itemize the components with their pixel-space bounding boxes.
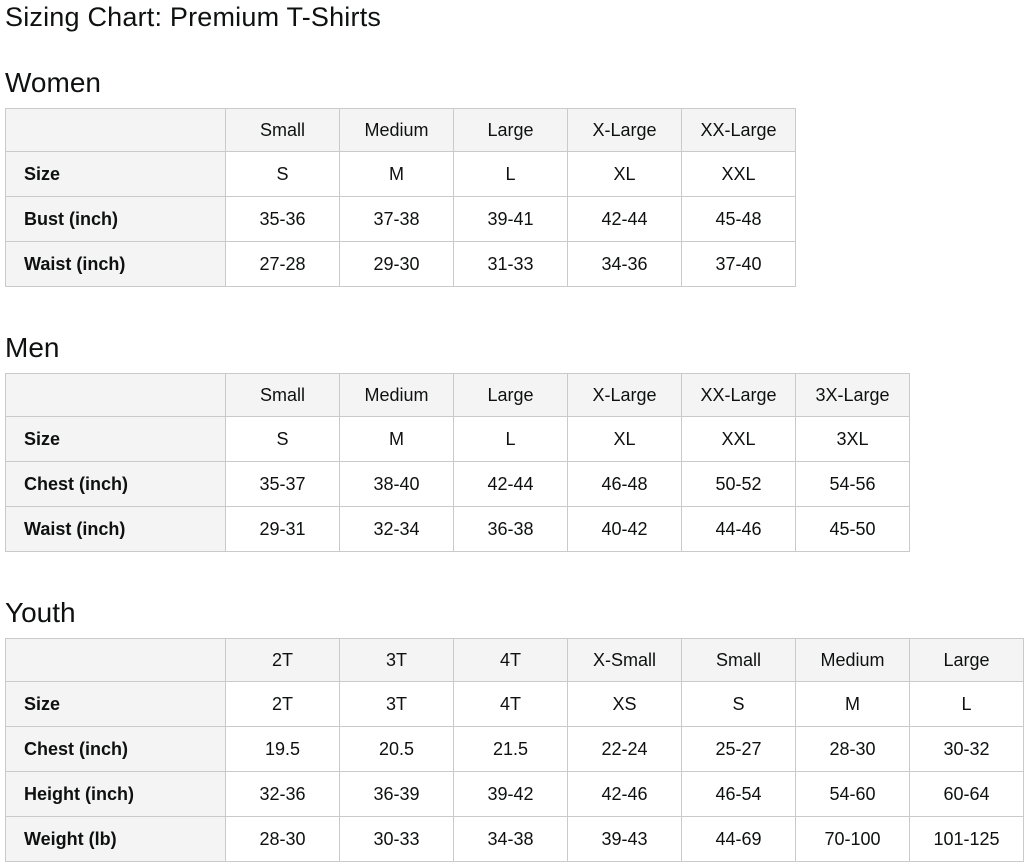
- column-header: Small: [682, 639, 796, 682]
- sizing-table: [5, 108, 796, 287]
- cell: 30-33: [340, 817, 454, 862]
- table-row: [6, 152, 796, 197]
- cell: 29-30: [340, 242, 454, 287]
- cell: 46-54: [682, 772, 796, 817]
- column-header: 3X-Large: [796, 374, 910, 417]
- cell: 28-30: [796, 727, 910, 772]
- cell: 42-46: [568, 772, 682, 817]
- table-header-row: [6, 109, 796, 152]
- table-row: [6, 462, 910, 507]
- table-body: [6, 417, 910, 552]
- cell: 34-38: [454, 817, 568, 862]
- page-title: Sizing Chart: Premium T-Shirts: [5, 2, 382, 32]
- table-row: [6, 817, 1024, 862]
- cell: 42-44: [454, 462, 568, 507]
- cell: 21.5: [454, 727, 568, 772]
- cell: S: [226, 417, 340, 462]
- row-label: Size: [6, 682, 226, 727]
- row-label: Waist (inch): [6, 242, 226, 287]
- cell: 36-38: [454, 507, 568, 552]
- column-header: Large: [454, 109, 568, 152]
- cell: 20.5: [340, 727, 454, 772]
- cell: 28-30: [226, 817, 340, 862]
- cell: 70-100: [796, 817, 910, 862]
- cell: 40-42: [568, 507, 682, 552]
- row-label: Bust (inch): [6, 197, 226, 242]
- table-row: [6, 682, 1024, 727]
- cell: 44-46: [682, 507, 796, 552]
- cell: 39-42: [454, 772, 568, 817]
- column-header: Medium: [340, 374, 454, 417]
- cell: 25-27: [682, 727, 796, 772]
- cell: XL: [568, 417, 682, 462]
- table-header-row: [6, 639, 1024, 682]
- cell: 42-44: [568, 197, 682, 242]
- table-row: [6, 197, 796, 242]
- size-section-youth: [5, 552, 1024, 862]
- cell: XS: [568, 682, 682, 727]
- cell: 31-33: [454, 242, 568, 287]
- cell: 19.5: [226, 727, 340, 772]
- table-body: [6, 152, 796, 287]
- cell: 30-32: [910, 727, 1024, 772]
- row-label: Weight (lb): [6, 817, 226, 862]
- cell: 60-64: [910, 772, 1024, 817]
- column-header: Large: [454, 374, 568, 417]
- cell: 34-36: [568, 242, 682, 287]
- row-label: Height (inch): [6, 772, 226, 817]
- column-header: X-Large: [568, 374, 682, 417]
- cell: 2T: [226, 682, 340, 727]
- column-header: X-Small: [568, 639, 682, 682]
- cell: 101-125: [910, 817, 1024, 862]
- table-row: [6, 507, 910, 552]
- cell: M: [796, 682, 910, 727]
- cell: 36-39: [340, 772, 454, 817]
- sizing-table: [5, 373, 910, 552]
- cell: L: [454, 152, 568, 197]
- row-label: Chest (inch): [6, 462, 226, 507]
- cell: S: [682, 682, 796, 727]
- cell: M: [340, 152, 454, 197]
- cell: 3T: [340, 682, 454, 727]
- cell: L: [910, 682, 1024, 727]
- cell: 37-40: [682, 242, 796, 287]
- size-section-women: [5, 32, 1024, 287]
- cell: 45-48: [682, 197, 796, 242]
- cell: 46-48: [568, 462, 682, 507]
- cell: M: [340, 417, 454, 462]
- cell: 54-56: [796, 462, 910, 507]
- table-row: [6, 417, 910, 462]
- table-row: [6, 242, 796, 287]
- table-row: [6, 772, 1024, 817]
- cell: 29-31: [226, 507, 340, 552]
- column-header: 2T: [226, 639, 340, 682]
- sizing-table: [5, 638, 1024, 862]
- row-label: Chest (inch): [6, 727, 226, 772]
- size-section-men: [5, 287, 1024, 552]
- corner-header-cell: [6, 374, 226, 417]
- cell: 22-24: [568, 727, 682, 772]
- row-label: Size: [6, 152, 226, 197]
- cell: 37-38: [340, 197, 454, 242]
- row-label: Size: [6, 417, 226, 462]
- column-header: 3T: [340, 639, 454, 682]
- cell: 39-41: [454, 197, 568, 242]
- table-header-row: [6, 374, 910, 417]
- column-header: XX-Large: [682, 374, 796, 417]
- cell: XXL: [682, 152, 796, 197]
- cell: 54-60: [796, 772, 910, 817]
- section-heading: Youth: [5, 597, 76, 628]
- cell: XL: [568, 152, 682, 197]
- column-header: XX-Large: [682, 109, 796, 152]
- cell: 50-52: [682, 462, 796, 507]
- table-body: [6, 682, 1024, 862]
- column-header: Large: [910, 639, 1024, 682]
- cell: 32-34: [340, 507, 454, 552]
- corner-header-cell: [6, 639, 226, 682]
- cell: 27-28: [226, 242, 340, 287]
- row-label: Waist (inch): [6, 507, 226, 552]
- cell: 35-37: [226, 462, 340, 507]
- cell: 35-36: [226, 197, 340, 242]
- section-heading: Women: [5, 67, 101, 98]
- cell: 39-43: [568, 817, 682, 862]
- column-header: X-Large: [568, 109, 682, 152]
- column-header: 4T: [454, 639, 568, 682]
- cell: 32-36: [226, 772, 340, 817]
- cell: 45-50: [796, 507, 910, 552]
- cell: XXL: [682, 417, 796, 462]
- column-header: Medium: [340, 109, 454, 152]
- cell: 3XL: [796, 417, 910, 462]
- cell: 38-40: [340, 462, 454, 507]
- column-header: Small: [226, 109, 340, 152]
- sections-container: [5, 32, 1024, 862]
- cell: 44-69: [682, 817, 796, 862]
- column-header: Medium: [796, 639, 910, 682]
- corner-header-cell: [6, 109, 226, 152]
- section-heading: Men: [5, 332, 60, 363]
- cell: S: [226, 152, 340, 197]
- column-header: Small: [226, 374, 340, 417]
- table-row: [6, 727, 1024, 772]
- cell: L: [454, 417, 568, 462]
- cell: 4T: [454, 682, 568, 727]
